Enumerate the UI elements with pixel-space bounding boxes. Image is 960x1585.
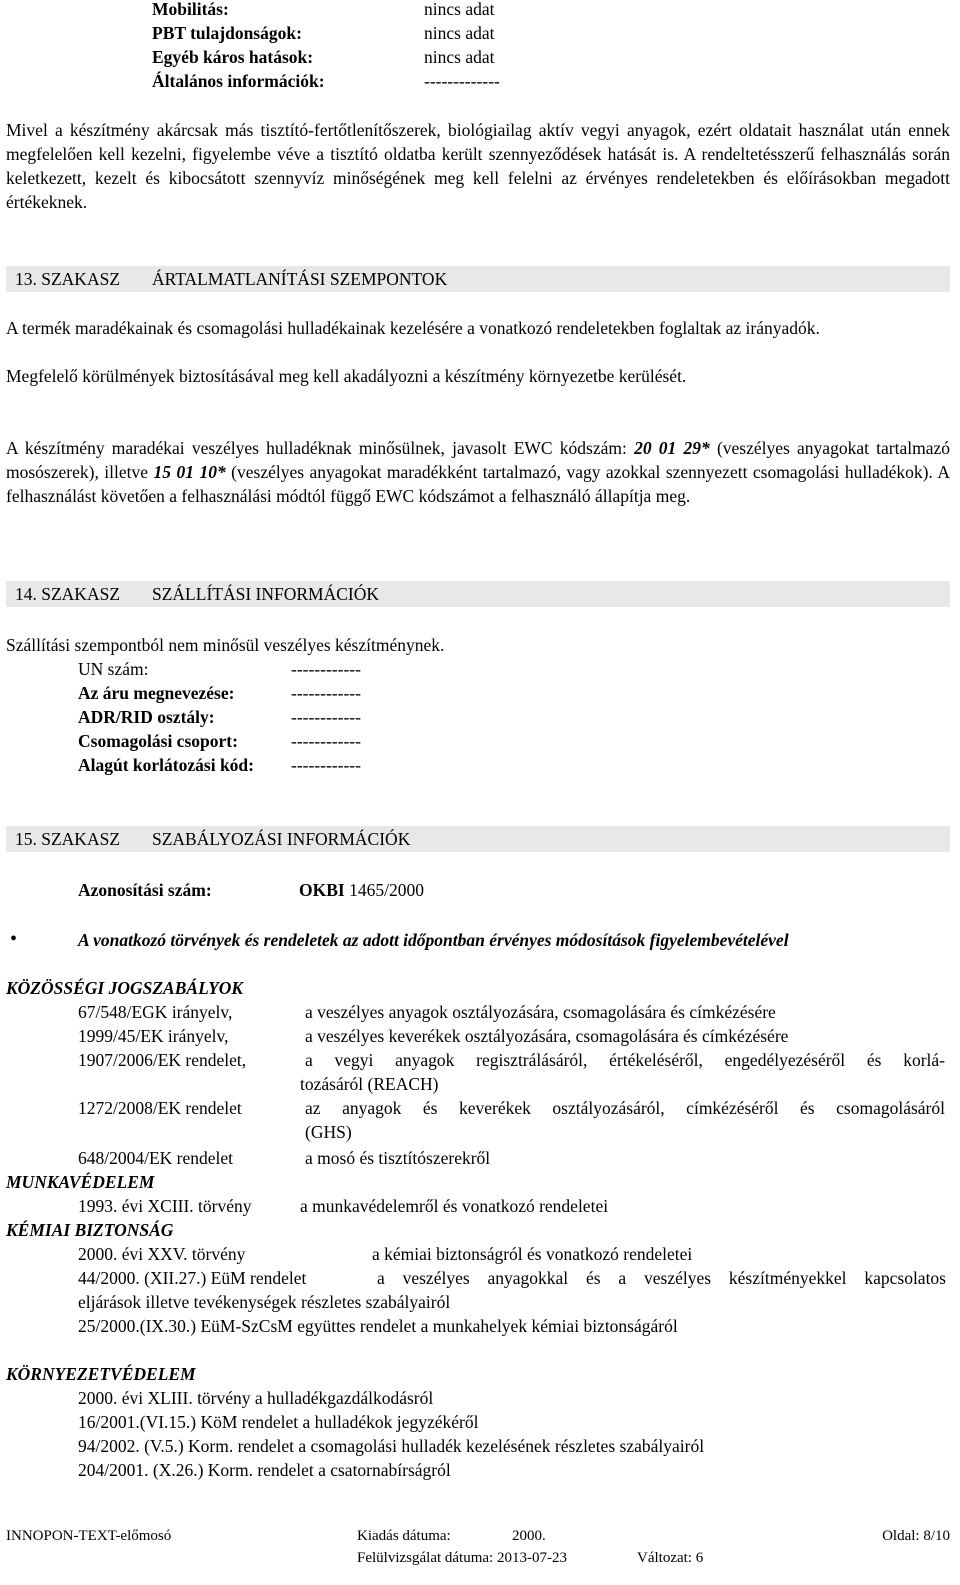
adr-class-label: ADR/RID osztály:: [78, 707, 215, 727]
eu-desc-4-cont: (GHS): [305, 1122, 352, 1142]
ewc-text-a: A készítmény maradékai veszélyes hulladéknak minősülnek, javasolt EWC kódszám:: [6, 438, 635, 458]
info-value-pbt: nincs adat: [424, 23, 495, 43]
section-13-number: 13. SZAKASZ: [15, 269, 121, 289]
goods-name-value: ------------: [291, 683, 361, 703]
eu-desc-3: a vegyi anyagok regisztrálásáról, értékeléséről, engedélyezéséről és korlá-: [305, 1050, 945, 1070]
chem-desc-2: a veszélyes anyagokkal és a veszélyes készítményekkel kapcsolatos: [377, 1268, 946, 1288]
packing-group-value: ------------: [291, 731, 361, 751]
eu-ref-5: 648/2004/EK rendelet: [78, 1148, 234, 1168]
env-ref-2: 16/2001.(VI.15.) KöM rendelet a hulladékok jegyzékéről: [78, 1412, 479, 1432]
footer-page-number: Oldal: 8/10: [882, 1528, 950, 1544]
legal-note: A vonatkozó törvények és rendeletek az adott időpontban érvényes módosítások figyelembevételével: [78, 930, 789, 950]
un-number-value: ------------: [291, 659, 361, 679]
footer-review-date: Felülvizsgálat dátuma: 2013-07-23: [357, 1550, 567, 1566]
chemical-safety-heading: KÉMIAI BIZTONSÁG: [6, 1220, 174, 1240]
packing-group-label: Csomagolási csoport:: [78, 731, 238, 751]
transport-intro: Szállítási szempontból nem minősül veszélyes készítménynek.: [6, 635, 445, 655]
info-value-other-effects: nincs adat: [424, 47, 495, 67]
info-label-pbt: PBT tulajdonságok:: [152, 23, 302, 43]
eu-ref-4: 1272/2008/EK rendelet: [78, 1098, 242, 1118]
info-label-other-effects: Egyéb káros hatások:: [152, 47, 314, 67]
env-ref-4: 204/2001. (X.26.) Korm. rendelet a csatornabírságról: [78, 1460, 451, 1480]
identification-value: [299, 878, 424, 902]
env-ref-3: 94/2002. (V.5.) Korm. rendelet a csomagolási hulladék kezelésének részletes szabályairól: [78, 1436, 705, 1456]
chem-desc-1: a kémiai biztonságról és vonatkozó rendeletei: [372, 1244, 693, 1264]
eu-desc-4: az anyagok és keverékek osztályozásáról, címkézéséről és csomagolásáról: [305, 1098, 945, 1118]
ewc-text-c: (veszélyes anyagokat maradékként tartalmazó, vagy azokkal szennyezett csomagolási hulladékok). A felhasználást követően a felhasználási módtól függő EWC kódszámot a felhasználó állapítja meg.: [6, 462, 950, 506]
bullet-icon: •: [10, 928, 18, 950]
footer-issue-value: 2000.: [512, 1528, 546, 1544]
environment-heading: KÖRNYEZETVÉDELEM: [6, 1364, 196, 1384]
info-label-mobility: Mobilitás:: [152, 0, 229, 19]
footer-product: INNOPON-TEXT-előmosó: [6, 1528, 172, 1544]
identification-label: Azonosítási szám:: [78, 880, 212, 900]
info-label-general: Általános információk:: [152, 71, 325, 91]
ewc-text-b: (veszélyes anyagokat tartalmazó mosószerek), illetve: [6, 438, 951, 482]
ewc-code-1: 20 01 29*: [634, 438, 710, 458]
adr-class-value: ------------: [291, 707, 361, 727]
work-safety-heading: MUNKAVÉDELEM: [6, 1172, 155, 1192]
section-15-header: [6, 826, 950, 852]
info-value-mobility: nincs adat: [424, 0, 495, 19]
footer-version: Változat: 6: [637, 1550, 704, 1566]
eu-ref-2: 1999/45/EK irányelv,: [78, 1026, 229, 1046]
chem-desc-2-cont: eljárások illetve tevékenységek részletes szabályairól: [78, 1292, 451, 1312]
wastewater-paragraph: Mivel a készítmény akárcsak más tisztító-fertőtlenítőszerek, biológiailag aktív vegyi anyagok, ezért oldatait használat után ennek megfelelően kell kezelni, figyelembe véve a tisztító oldatba került szennyeződések hatását is. A rendeltetésszerű felhasználás során keletkezett, kezelt és kibocsátott szennyvíz minőségének meg kell felelni az érvényes rendeletekben és előírásokban megadott értékeknek.: [6, 120, 950, 212]
section-15-number: 15. SZAKASZ: [15, 829, 121, 849]
chem-ref-3: 25/2000.(IX.30.) EüM-SzCsM együttes rendelet a munkahelyek kémiai biztonságáról: [78, 1316, 678, 1336]
section-13-header: [6, 266, 950, 292]
tunnel-code-label: Alagút korlátozási kód:: [78, 755, 254, 775]
chem-ref-1: 2000. évi XXV. törvény: [78, 1244, 246, 1264]
work-desc: a munkavédelemről és vonatkozó rendeletei: [300, 1196, 609, 1216]
identification-value-number: 1465/2000: [344, 880, 424, 900]
eu-ref-3: 1907/2006/EK rendelet,: [78, 1050, 247, 1070]
section-15-title: SZABÁLYOZÁSI INFORMÁCIÓK: [152, 829, 411, 849]
section-13-paragraph-1: A termék maradékainak és csomagolási hulladékainak kezelésére a vonatkozó rendeletekben foglaltak az irányadók.: [6, 318, 820, 338]
footer-issue-label: Kiadás dátuma:: [357, 1528, 451, 1544]
section-13-paragraph-2: Megfelelő körülmények biztosításával meg kell akadályozni a készítmény környezetbe kerülését.: [6, 366, 687, 386]
eu-desc-5: a mosó és tisztítószerekről: [305, 1148, 491, 1168]
eu-ref-1: 67/548/EGK irányelv,: [78, 1002, 233, 1022]
chem-ref-2: 44/2000. (XII.27.) EüM rendelet: [78, 1268, 307, 1288]
env-ref-1: 2000. évi XLIII. törvény a hulladékgazdálkodásról: [78, 1388, 434, 1408]
identification-value-prefix: OKBI: [299, 880, 345, 900]
section-13-title: ÁRTALMATLANÍTÁSI SZEMPONTOK: [152, 269, 448, 289]
eu-desc-3-cont: tozásáról (REACH): [300, 1074, 439, 1094]
section-14-title: SZÁLLÍTÁSI INFORMÁCIÓK: [152, 584, 380, 604]
section-14-number: 14. SZAKASZ: [15, 584, 121, 604]
un-number-label: UN szám:: [78, 659, 149, 679]
eu-legislation-heading: KÖZÖSSÉGI JOGSZABÁLYOK: [6, 978, 244, 998]
ewc-code-2: 15 01 10*: [153, 462, 226, 482]
eu-desc-2: a veszélyes keverékek osztályozására, csomagolására és címkézésére: [305, 1026, 789, 1046]
info-value-general: -------------: [424, 71, 500, 91]
goods-name-label: Az áru megnevezése:: [78, 683, 235, 703]
section-14-header: [6, 581, 950, 607]
section-13-paragraph-3: [6, 436, 950, 508]
eu-desc-1: a veszélyes anyagok osztályozására, csomagolására és címkézésére: [305, 1002, 776, 1022]
work-ref: 1993. évi XCIII. törvény: [78, 1196, 252, 1216]
tunnel-code-value: ------------: [291, 755, 361, 775]
